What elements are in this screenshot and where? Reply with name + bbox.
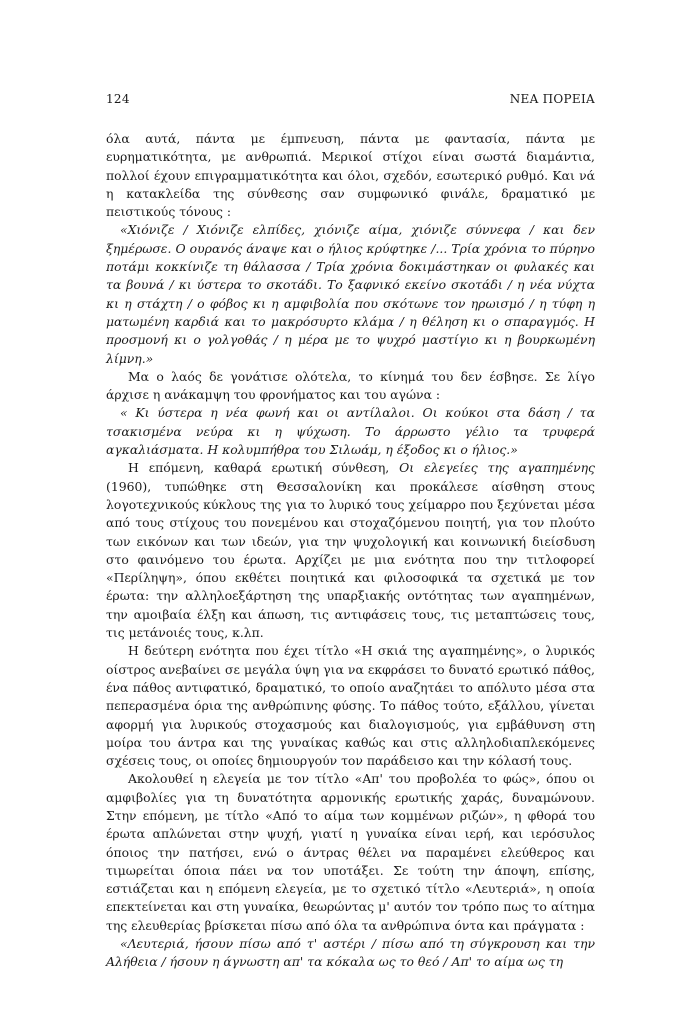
book-title: Οι ελεγείες της αγαπημένης bbox=[399, 460, 595, 476]
paragraph-1: όλα αυτά, πάντα με έμπνευση, πάντα με φαντασία, πάντα με ευρηματικότητα, με ανθρωπιά. Μερικοί στίχοι είναι σωστά διαμάντια, πολλοί έχουν επιγραμματικότητα και όλοι, σχεδόν, εσωτερικό ρυθμό. Και νά η κατακλείδα της σύνθεσης σαν συμφωνικό φινάλε, δραματικό με πειστικούς τόνους : bbox=[106, 131, 595, 220]
paragraph-4: Η δεύτερη ενότητα που έχει τίτλο «Η σκιά της αγαπημένης», ο λυρικός οίστρος ανεβαίνει σε μεγάλα ύψη για να εκφράσει το δυνατό ερωτικό πάθος, ένα πάθος αντιφατικό, δραματικό, το οποίο αναζητάει το απόλυτο μέσα στα πεπερασμένα όρια της ανθρώπινης φύσης. Το πάθος τούτο, εξάλλου, γίνεται αφορμή για λυρικούς στοχασμούς και διαλογισμούς, για εμβάθυνση στη μοίρα του άντρα και της γυναίκας καθώς και στις αλληλοδιαπλεκόμενες σχέσεις τους, οι οποίες δημιουργούν τον παράδεισο και την κόλασή τους. bbox=[106, 643, 595, 769]
paragraph-2: Μα ο λαός δε γονάτισε ολότελα, το κίνημά του δεν έσβησε. Σε λίγο άρχισε η ανάκαμψη του φρονήματος και του αγώνα : bbox=[106, 368, 595, 403]
page-number: 124 bbox=[106, 92, 130, 106]
paragraph-5: Ακολουθεί η ελεγεία με τον τίτλο «Απ' του προβολέα το φώς», όπου οι αμφιβολίες για τη δυνατότητα αρμονικής ερωτικής χαράς, δυναμώνουν. Στην επόμενη, με τίτλο «Από το αίμα των κομμένων ριζών», η φθορά του έρωτα απλώνεται στην ψυχή, γιατί η γυναίκα είναι ιερή, και ιερόσυλος όποιος την πατήσει, ενώ ο άντρας θέλει να παραμένει ελεύθερος και τιμωρείται όποια πάει να τον υποτάξει. Σε τούτη την άποψη, επίσης, εστιάζεται και η επόμενη ελεγεία, με το σχετικό τίτλο «Λευτεριά», η οποία επεκτείνεται και στη γυναίκα, θεωρώντας μ' αυτόν τον τρόπο πως το αίτημα της ελευθερίας βρίσκεται πίσω από όλα τα ανθρώπινα όντα και πράγματα : bbox=[106, 771, 595, 933]
running-title: ΝΕΑ ΠΟΡΕΙΑ bbox=[509, 92, 595, 106]
paragraph-3 bbox=[106, 459, 595, 642]
quote-1: «Χιόνιζε / Χιόνιζε ελπίδες, χιόνιζε αίμα, χιόνιζε σύννεφα / και δεν ξημέρωσε. Ο ουρανός άναψε και ο ήλιος κρύφτηκε /... Τρία χρόνια το πύρηνο ποτάμι κοκκίνιζε τη θάλασσα / Τρία χρόνια δοκιμάστηκαν οι φυλακές και τα βουνά / κι ύστερα το σκοτάδι. Το ξαφνικό εκείνο σκοτάδι / η νέα νύχτα κι η στάχτη / ο φόβος κι η αμφιβολία που σκότωνε τον ηρωισμό / η τύφη η ματωμένη καρδιά και το μακρόσυρτο κλάμα / η θέληση κι ο σπαραγμός. Η προσμονή κι ο γολγοθάς / η μέρα με το ψυχρό μαστίγιο κι η βουρκωμένη λίμνη.» bbox=[106, 222, 595, 366]
quote-3: «Λευτεριά, ήσουν πίσω από τ' αστέρι / πίσω από τη σύγκρουση και την Αλήθεια / ήσουν η άγνωστη απ' τα κόκαλα ως το θεό / Απ' το αίμα ως τη bbox=[106, 936, 595, 970]
quote-2: « Κι ύστερα η νέα φωνή και οι αντίλαλοι. Οι κούκοι στα δάση / τα τσακισμένα νεύρα κι η ψύχωση. Το άρρωστο γέλιο τα τρυφερά αγκαλιάσματα. Η κολυμπήθρα του Σιλωάμ, η έξοδος κι ο ήλιος.» bbox=[106, 405, 595, 458]
paragraph-3-start: Η επόμενη, καθαρά ερωτική σύνθεση, bbox=[128, 460, 400, 476]
body-text bbox=[106, 130, 595, 972]
paragraph-3-rest: (1960), τυπώθηκε στη Θεσσαλονίκη και προκάλεσε αίσθηση στους λογοτεχνικούς κύκλους της για το λυρικό τους χείμαρρο που ξεχύνεται μέσα από τους στίχους του πονεμένου και στοχαζόμενου ποιητή, για τον πλούτο των εικόνων και των ιδεών, για την ψυχολογική και κοινωνική διείσδυση στο φαινόμενο του έρωτα. Αρχίζει με μια ενότητα που την τιτλοφορεί «Περίληψη», όπου εκθέτει ποιητικά και φιλοσοφικά τα σχετικά με τον έρωτα: την αλληλοεξάρτηση της υπαρξιακής οντότητας των αγαπημένων, την αμοιβαία έλξη και άπωση, τις αντιφάσεις τους, τις μεταπτώσεις τους, τις μετάνοιές τους, κ.λπ. bbox=[106, 478, 595, 641]
page-header bbox=[106, 92, 595, 106]
